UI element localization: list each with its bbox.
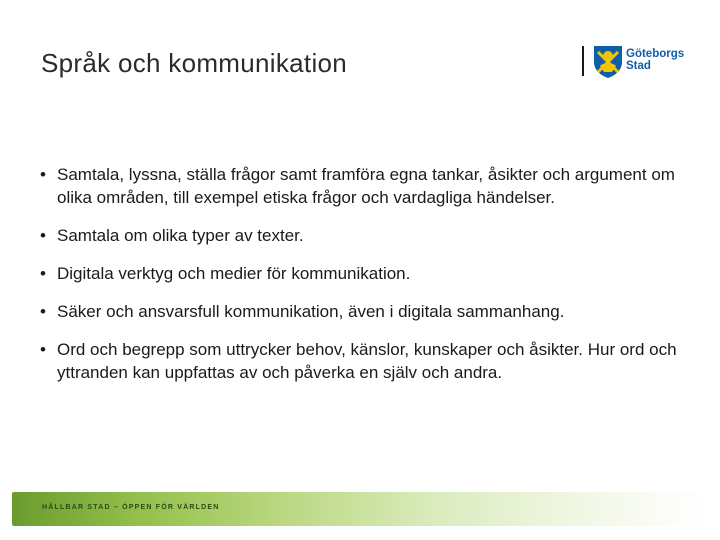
bullet-item (40, 338, 700, 384)
goteborgs-stad-logo (592, 44, 688, 80)
logo-line-1: Göteborgs (626, 48, 685, 60)
footer-band (12, 492, 708, 526)
bullet-marker: • (40, 302, 46, 321)
bullet-item (40, 300, 700, 323)
bullet-text: Samtala om olika typer av texter. (57, 226, 304, 245)
bullet-list (40, 163, 700, 399)
bullet-text: Digitala verktyg och medier för kommunikation. (57, 264, 411, 283)
bullet-item (40, 262, 700, 285)
bullet-item (40, 163, 700, 209)
bullet-text: Säker och ansvarsfull kommunikation, även i digitala sammanhang. (57, 302, 565, 321)
slide-title: Språk och kommunikation (41, 48, 348, 78)
bullet-text: Samtala, lyssna, ställa frågor samt framföra egna tankar, åsikter och argument om olika områden, till exempel etiska frågor och vardagliga händelser. (57, 165, 675, 207)
bullet-text: Ord och begrepp som uttrycker behov, känslor, kunskaper och åsikter. Hur ord och yttranden kan uppfattas av och påverka en själv och andra. (57, 340, 677, 382)
coat-of-arms-icon (592, 44, 624, 80)
footer-slogan: HÅLLBAR STAD – ÖPPEN FÖR VÄRLDEN (42, 504, 220, 511)
bullet-marker: • (40, 165, 46, 184)
bullet-marker: • (40, 226, 46, 245)
logo-wordmark (626, 48, 684, 72)
bullet-item (40, 224, 700, 247)
logo-line-2: Stad (626, 60, 651, 72)
bullet-marker: • (40, 264, 46, 283)
logo-divider (582, 46, 584, 76)
bullet-marker: • (40, 340, 46, 359)
